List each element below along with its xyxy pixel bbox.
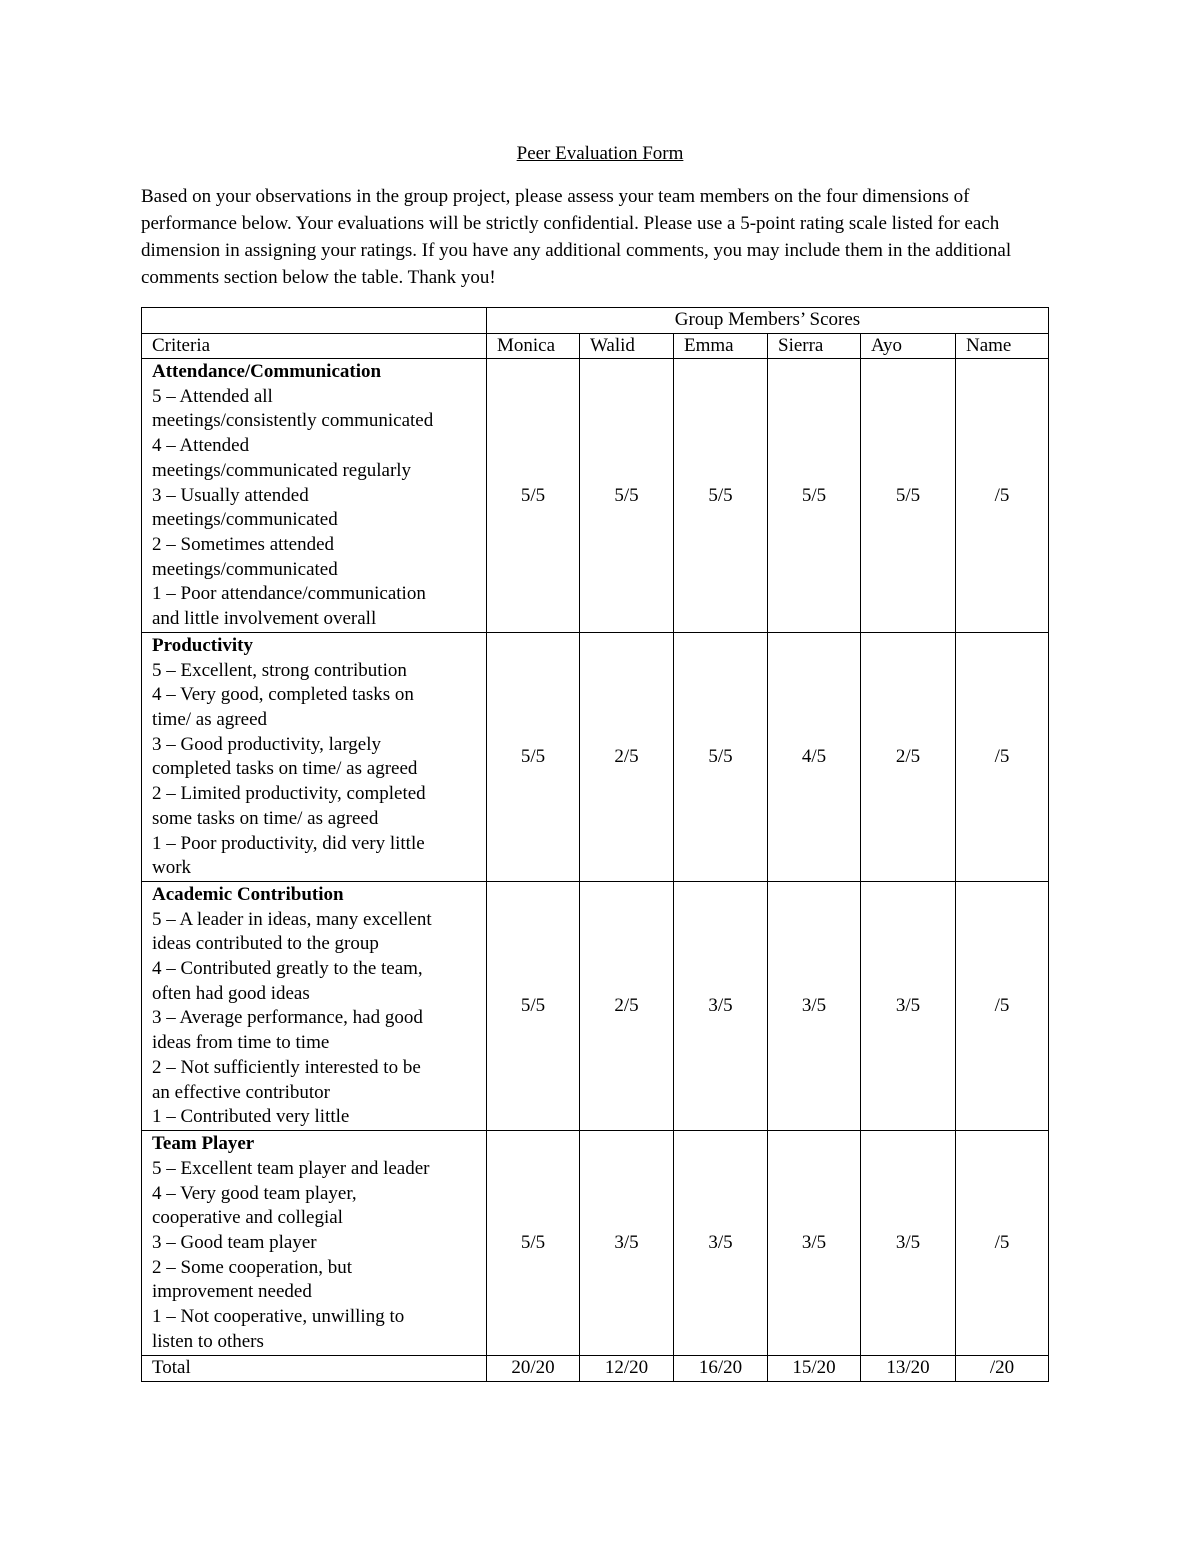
criteria-line: 3 – Good productivity, largely [152,733,382,755]
member-name: Emma [674,333,768,359]
criteria-line: completed tasks on time/ as agreed [152,758,418,780]
score-cell: /5 [956,1131,1049,1356]
score-cell: /5 [956,882,1049,1131]
score-cell: 5/5 [861,359,956,633]
score-cell: 5/5 [487,882,580,1131]
criteria-line: 1 – Not cooperative, unwilling to [152,1306,405,1328]
criteria-line: time/ as agreed [152,709,268,730]
score-cell: 3/5 [768,1131,861,1356]
criteria-line: 3 – Usually attended [152,484,309,506]
criteria-line: improvement needed [152,1281,312,1303]
score-cell: 5/5 [768,359,861,633]
score-cell: 4/5 [768,633,861,882]
criteria-title: Attendance/Communication [152,361,382,383]
total-score-cell: 12/20 [580,1356,674,1382]
evaluation-table [141,307,1049,1382]
score-cell: 5/5 [487,359,580,633]
criteria-line: 3 – Good team player [152,1232,317,1254]
criteria-title: Productivity [152,634,253,656]
criteria-line: 4 – Contributed greatly to the team, [152,958,423,979]
criteria-row-productivity [142,633,1049,882]
score-cell: 5/5 [487,1131,580,1356]
criteria-line: ideas from time to time [152,1032,330,1054]
score-cell: 3/5 [861,882,956,1131]
criteria-line: meetings/communicated regularly [152,459,412,481]
criteria-line: 5 – A leader in ideas, many excellent [152,908,432,930]
total-score-cell: 13/20 [861,1356,956,1382]
score-cell: 5/5 [487,633,580,882]
criteria-line: some tasks on time/ as agreed [152,807,379,829]
criteria-row-attendance [142,359,1049,633]
criteria-line: 2 – Sometimes attended [152,533,335,555]
criteria-row-academic-contribution [142,882,1049,1131]
column-header-row [142,333,1049,359]
criteria-line: often had good ideas [152,982,310,1004]
total-score-cell: 16/20 [674,1356,768,1382]
score-cell: 3/5 [580,1131,674,1356]
score-cell: 2/5 [580,633,674,882]
group-members-header: Group Members’ Scores [487,308,1049,334]
criteria-line: 4 – Very good team player, [152,1182,357,1204]
criteria-line: 5 – Excellent team player and leader [152,1157,430,1179]
criteria-line: 1 – Poor productivity, did very little [152,832,425,854]
member-name: Ayo [861,333,956,359]
criteria-title: Team Player [152,1133,255,1155]
criteria-line: meetings/communicated [152,509,338,531]
score-cell: /5 [956,633,1049,882]
criteria-description [142,882,487,1131]
total-score-cell: /20 [956,1356,1049,1382]
criteria-line: 5 – Attended all [152,385,273,407]
empty-header-cell [142,308,487,334]
criteria-header: Criteria [142,333,487,359]
criteria-line: an effective contributor [152,1081,330,1103]
score-cell: 5/5 [674,633,768,882]
criteria-line: 4 – Very good, completed tasks on [152,684,414,706]
member-name: Walid [580,333,674,359]
criteria-title: Academic Contribution [152,883,344,905]
member-name: Sierra [768,333,861,359]
score-cell: 2/5 [861,633,956,882]
score-cell: 3/5 [768,882,861,1131]
criteria-line: meetings/communicated [152,558,338,580]
group-header-row [142,308,1049,334]
criteria-description [142,359,487,633]
intro-paragraph: Based on your observations in the group project, please assess your team members on the four dimensions of performance below. Your evaluations will be strictly confidential. Please use a 5-point rating scale listed for each dimension in assigning your ratings. If you have any additional comments, you may include them in the additional comments section below the table. Thank you! [141,186,1012,288]
total-label: Total [142,1356,487,1382]
criteria-line: 2 – Some cooperation, but [152,1256,352,1278]
criteria-description [142,633,487,882]
criteria-line: 2 – Not sufficiently interested to be [152,1056,421,1078]
page-title: Peer Evaluation Form [516,143,684,164]
criteria-line: 2 – Limited productivity, completed [152,783,426,805]
total-score-cell: 15/20 [768,1356,861,1382]
criteria-line: and little involvement overall [152,608,377,630]
score-cell: 5/5 [674,359,768,633]
total-score-cell: 20/20 [487,1356,580,1382]
score-cell: 3/5 [861,1131,956,1356]
criteria-line: 1 – Poor attendance/communication [152,583,426,605]
criteria-line: work [152,857,192,879]
member-name: Name [956,333,1049,359]
score-cell: 5/5 [580,359,674,633]
criteria-line: 4 – Attended [152,435,250,457]
criteria-description [142,1131,487,1356]
member-name: Monica [487,333,580,359]
criteria-line: cooperative and collegial [152,1207,343,1229]
score-cell: /5 [956,359,1049,633]
score-cell: 2/5 [580,882,674,1131]
criteria-row-team-player [142,1131,1049,1356]
score-cell: 3/5 [674,1131,768,1356]
criteria-line: meetings/consistently communicated [152,410,434,432]
criteria-line: 5 – Excellent, strong contribution [152,659,407,681]
criteria-line: ideas contributed to the group [152,933,379,955]
criteria-line: 3 – Average performance, had good [152,1007,423,1029]
total-row [142,1356,1049,1382]
criteria-line: listen to others [152,1330,264,1352]
criteria-line: 1 – Contributed very little [152,1106,350,1128]
score-cell: 3/5 [674,882,768,1131]
